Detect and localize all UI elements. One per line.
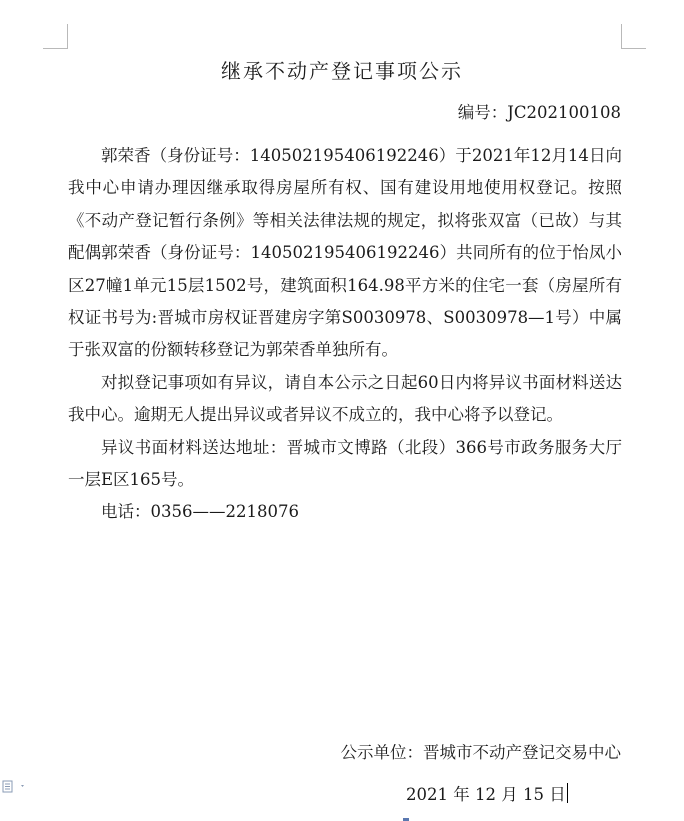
document-body xyxy=(68,140,622,529)
page-corner-mark-top-right xyxy=(621,24,646,49)
document-date-line[interactable] xyxy=(406,780,568,810)
paragraph-phone: 电话：0356——2218076 xyxy=(101,502,299,522)
document-title: 继承不动产登记事项公示 xyxy=(221,59,463,83)
document-icon-graphic xyxy=(2,780,28,794)
text-cursor xyxy=(567,783,568,803)
document-icon[interactable] xyxy=(2,779,28,793)
document-date: 2021 年 12 月 15 日 xyxy=(406,785,566,804)
issuing-organization: 公示单位：晋城市不动产登记交易中心 xyxy=(340,743,621,762)
paragraph-address: 异议书面材料送达地址：晋城市文博路（北段）366号市政务服务大厅一层E区165号。 xyxy=(68,437,622,490)
paragraph-objection: 对拟登记事项如有异议，请自本公示之日起60日内将异议书面材料送达我中心。逾期无人提出异议或者异议不成立的，我中心将予以登记。 xyxy=(68,372,622,425)
paragraph-application: 郭荣香（身份证号：140502195406192246）于2021年12月14日向我中心申请办理因继承取得房屋所有权、国有建设用地使用权登记。按照《不动产登记暂行条例》等相关法律法规的规定，拟将张双富（已故）与其配偶郭荣香（身份证号：140502195406192246）共同所有的位于怡凤小区27幢1单元15层1502号，建筑面积164.98平方米的住宅一套（房屋所有权证书号为:晋城市房权证晋建房字第S0030978、S0030978—1号）中属于张双富的份额转移登记为郭荣香单独所有。 xyxy=(68,146,622,360)
page-corner-mark-top-left xyxy=(43,24,68,49)
document-number: 编号：JC202100108 xyxy=(457,103,621,122)
chevron-down-icon xyxy=(21,785,24,787)
